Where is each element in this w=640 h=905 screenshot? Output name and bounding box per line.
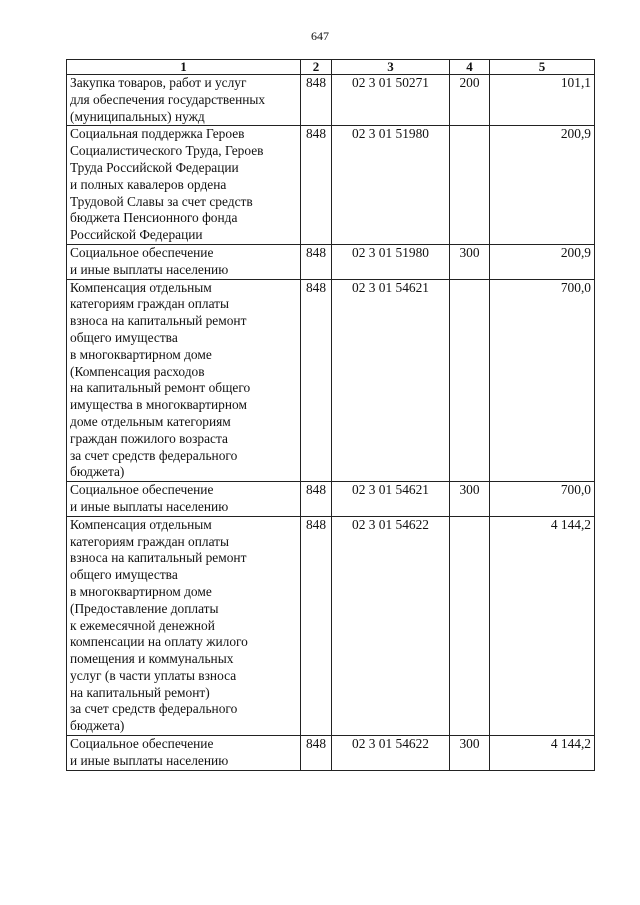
row-name: Компенсация отдельным категориям граждан оплаты взноса на капитальный ремонт общего имущества в многоквартирном доме (Компенсация расходов на капитальный ремонт общего имущества в многоквартирном доме отдельным категориям граждан пожилого возраста за счет средств федерального бюджета): [67, 279, 301, 482]
row-target-code: 02 3 01 51980: [332, 126, 450, 245]
table-row: [67, 75, 595, 126]
row-target-code: 02 3 01 54621: [332, 279, 450, 482]
row-amount: 200,9: [490, 126, 595, 245]
row-ministry-code: 848: [301, 244, 332, 279]
table-row: [67, 516, 595, 735]
row-amount: 4 144,2: [490, 516, 595, 735]
table-row: [67, 126, 595, 245]
row-ministry-code: 848: [301, 516, 332, 735]
row-expense-type: [450, 279, 490, 482]
table-header-row: [67, 60, 595, 75]
column-header-2: 2: [301, 60, 332, 75]
row-amount: 700,0: [490, 482, 595, 517]
row-expense-type: [450, 516, 490, 735]
row-expense-type: [450, 126, 490, 245]
column-header-4: 4: [450, 60, 490, 75]
row-ministry-code: 848: [301, 75, 332, 126]
row-expense-type: 300: [450, 736, 490, 771]
row-name: Закупка товаров, работ и услуг для обеспечения государственных (муниципальных) нужд: [67, 75, 301, 126]
row-expense-type: 300: [450, 244, 490, 279]
row-name: Социальное обеспечение и иные выплаты населению: [67, 244, 301, 279]
row-expense-type: 300: [450, 482, 490, 517]
row-amount: 4 144,2: [490, 736, 595, 771]
row-name: Компенсация отдельным категориям граждан оплаты взноса на капитальный ремонт общего имущества в многоквартирном доме (Предоставление доплаты к ежемесячной денежной компенсации на оплату жилого помещения и коммунальных услуг (в части уплаты взноса на капитальный ремонт) за счет средств федерального бюджета): [67, 516, 301, 735]
budget-table: [66, 59, 595, 771]
row-amount: 200,9: [490, 244, 595, 279]
row-ministry-code: 848: [301, 126, 332, 245]
table-row: [67, 279, 595, 482]
row-ministry-code: 848: [301, 482, 332, 517]
row-target-code: 02 3 01 54622: [332, 736, 450, 771]
page-number: 647: [311, 29, 329, 43]
row-target-code: 02 3 01 51980: [332, 244, 450, 279]
table-row: [67, 736, 595, 771]
row-target-code: 02 3 01 54621: [332, 482, 450, 517]
row-ministry-code: 848: [301, 279, 332, 482]
row-amount: 101,1: [490, 75, 595, 126]
table-row: [67, 244, 595, 279]
row-expense-type: 200: [450, 75, 490, 126]
column-header-3: 3: [332, 60, 450, 75]
column-header-1: 1: [67, 60, 301, 75]
row-target-code: 02 3 01 54622: [332, 516, 450, 735]
row-target-code: 02 3 01 50271: [332, 75, 450, 126]
row-name: Социальная поддержка Героев Социалистического Труда, Героев Труда Российской Федерации и полных кавалеров ордена Трудовой Славы за счет средств бюджета Пенсионного фонда Российской Федерации: [67, 126, 301, 245]
row-ministry-code: 848: [301, 736, 332, 771]
column-header-5: 5: [490, 60, 595, 75]
row-name: Социальное обеспечение и иные выплаты населению: [67, 736, 301, 771]
row-amount: 700,0: [490, 279, 595, 482]
table-row: [67, 482, 595, 517]
row-name: Социальное обеспечение и иные выплаты населению: [67, 482, 301, 517]
